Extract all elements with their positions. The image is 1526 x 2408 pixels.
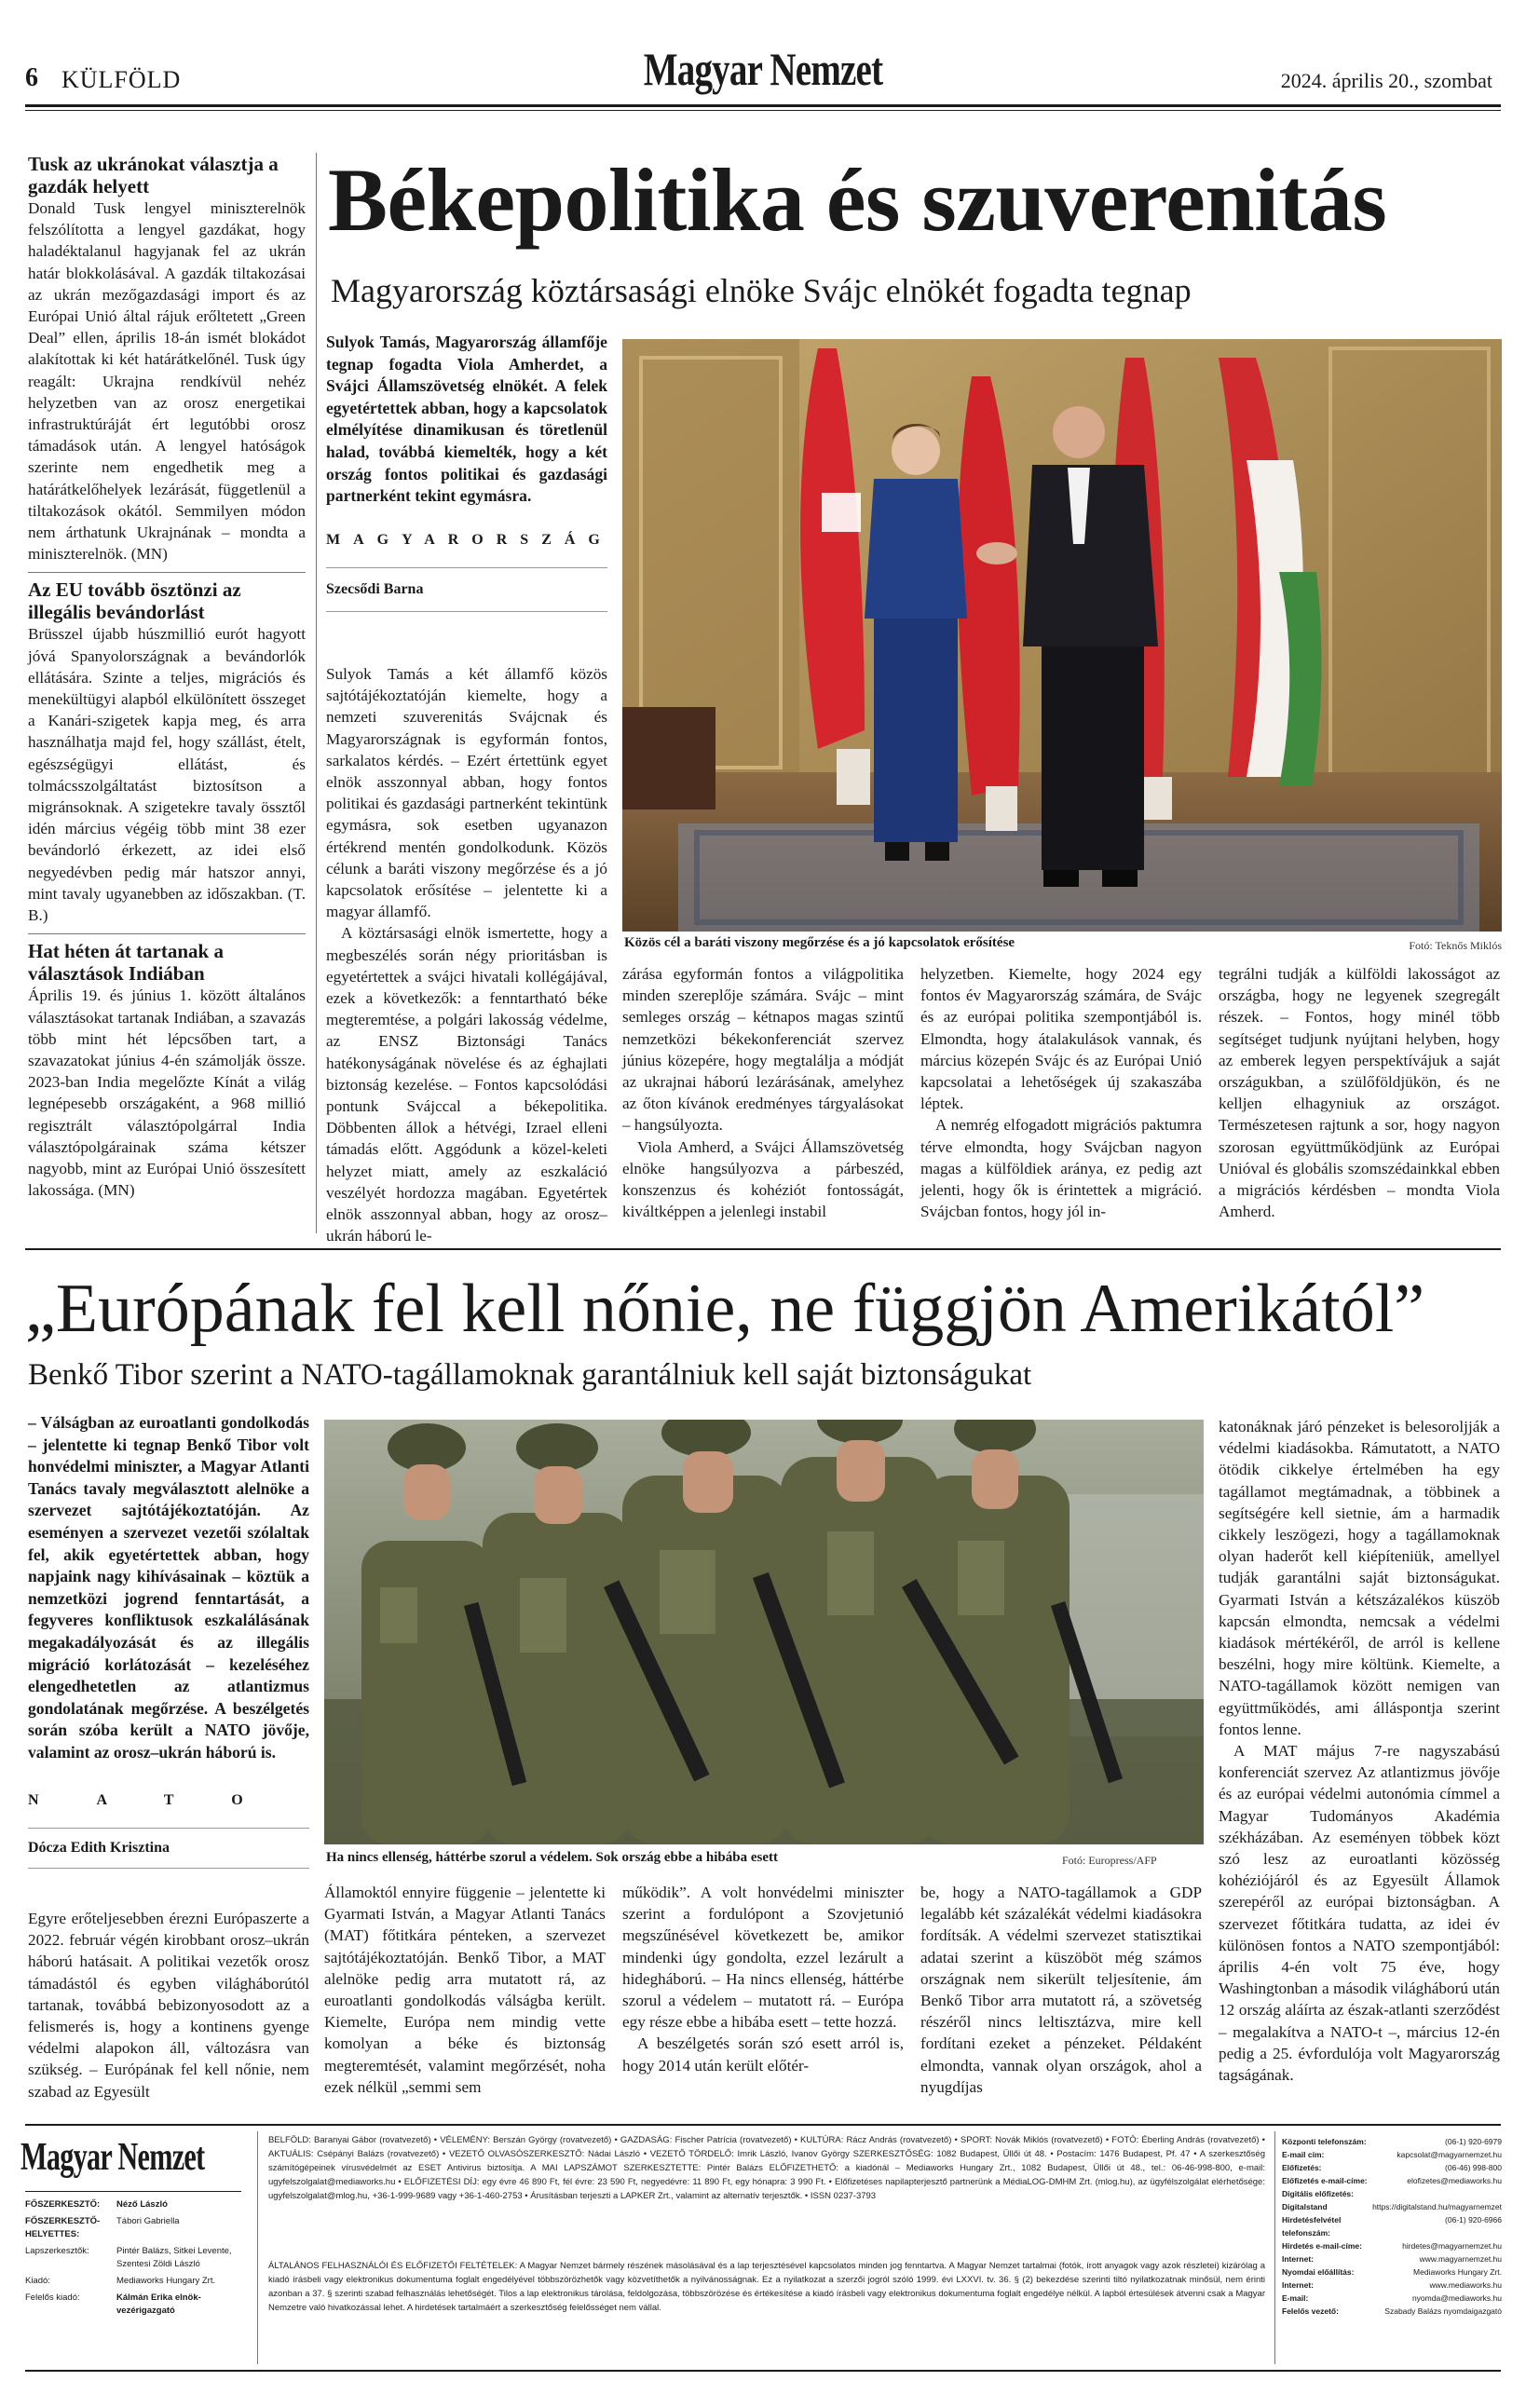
brief-body: Brüsszel újabb húszmillió eurót hagyott jóvá Spanyolországnak a bevándorlók ellátására. Szinte a teljes, migrációs és menekültügyi alapból elkülönített összeget a Kanári-szigetek kapja meg, és arra használhatja majd fel, hogy szállást, ételt, egészségügyi ellátást, és tolmácsszolgáltatást biztosítson a migránsoknak. A szigetekre tavaly össztől idén március végéig több mint 38 ezer bevándorló érkezett, az idei első negyedévben pedig már hatszor annyi, mint tavaly ugyanebben az időszakban. (T. B.) [28,625,306,925]
header-rule-thin [25,110,1501,111]
article2-subhead: Benkő Tibor szerint a NATO-tagállamoknak garantálniuk kell saját biztonságukat [28,1358,1032,1392]
article1-byline: Szecsődi Barna [326,580,424,597]
contact-label: Internet: [1282,2254,1314,2264]
article2-lead: – Válságban az euroatlanti gondolkodás – jelentette ki tegnap Benkő Tibor volt honvédelmi miniszter, a Magyar Atlanti Tanács tavaly megválasztott alelnöke a szervezet sajtótájékoztatóján. Az eseményen a szervezet vezetői szólaltak fel, akik egyetértettek abban, hogy napjaink nagy kihívásainak – köztük a nemzetközi jogrend fenntartását, a fegyveres konfliktusok eszkalálásának megakadályozását és az illegális migráció korlátozását – kezeléséhez elengedhetetlen az atlantizmus gondolatának megőrzése. A beszélgetés során szóba került a NATO jövője, valamint az orosz–ukrán háború is. [28,1413,309,1762]
contact-label: Nyomdai előállítás: [1282,2267,1355,2277]
contact-label: E-mail cím: [1282,2150,1325,2159]
article1-photo [622,339,1502,932]
footer-rule [25,2124,1501,2126]
footer-divider [257,2131,258,2364]
article1-caption: Közös cél a baráti viszony megőrzése és a jó kapcsolatok erősítése [624,935,1015,950]
footer-contacts [1282,2135,1502,2318]
contact-label: Digitális előfizetés: [1282,2189,1354,2198]
article2-col3 [622,1882,904,2076]
contact-label: Felelős vezető: [1282,2306,1339,2316]
article2-col4 [920,1882,1202,2098]
article1-col2 [622,963,904,1222]
presidents-handshake-image [622,339,1502,932]
contact-value: (06-1) 920-6979 [1445,2137,1502,2146]
paragraph: A MAT május 7-re nagyszabású konferenciát szervez Az atlantizmus jövője és az európai védelmi autonómia címmel a Magyar Tudományos Akadémia székházában. Az eseményen többek közt szó lesz az euroatlanti közösség kohéziójáról és az Egyesült Államok szerepéről az európai biztonságban. A szervezet főtitkára tudatta, az idei év különösen fontos a NATO szempontjából: április 4-én volt 75 éve, hogy Washingtonban a második világháború után 12 ország aláírta az észak-atlanti szerződést – megalakítva a NATO-t –, március 12-én pedig a 25. évfordulója volt Magyarország tagságának. [1219,1742,1500,2085]
article1-photo-credit: Fotó: Teknős Miklós [1409,939,1502,952]
brief-body: Április 19. és június 1. között általános választásokat tartanak Indiában, a szavazás több mint hét lépcsőben tart, a szavazatokat június 4-én számolják össze. 2023-ban India megelőzte Kínát a világ legnépesebb országaként, a 968 millió regisztrált választópolgárral India választópolgárainak száma kétszer nagyobb, mint az Európai Unió összesített lakossága. (MN) [28,986,306,1200]
contact-label: Központi telefonszám: [1282,2137,1367,2146]
paragraph: tegrálni tudják a külföldi lakosságot az országba, hogy ne legyenek szegregált részek. – Fontos, hogy minél több segítséget tudjunk nyújtani helyben, hogy az emberek legyen perspektívájuk a saját országukban, a szülőföldjükön, és ne kelljen elhagyniuk az országot. Természetesen rajtunk a sor, hogy nagyon szorosan együttműködjünk az Európai Unióval és globális szomszédainkkal ebben a migrációs kérdésben – mondta Viola Amherd. [1219,965,1500,1221]
article1-headline: Békepolitika és szuverenitás [328,150,1387,250]
masthead: Magyar Nemzet [643,43,883,95]
article2-byline: Dócza Edith Krisztina [28,1839,170,1856]
contact-value: https://digitalstand.hu/magyarnemzet [1372,2202,1502,2211]
section-name: KÜLFÖLD [61,66,182,93]
paragraph: A nemrég elfogadott migrációs paktumra térve elmondta, hogy Svájcban nagyon magas a külföldiek aránya, ez pedig azt jelenti, hogy ők is érintettek a migráció. Svájcban fontos, hogy jól in- [920,1116,1202,1221]
paragraph: A beszélgetés során szó esett arról is, hogy 2014 után került előtér- [622,2034,904,2075]
paragraph: Sulyok Tamás a két államfő közös sajtótájékoztatóján kiemelte, hogy a nemzeti szuverenitás Svájcnak és Magyarországnak is egyformán fontos, sarkalatos kérdés. – Ezért értettünk egyet elnök asszonnyal abban, hogy fontos politikai és gazdasági partnerként tekintünk egymásra, sok esetben ugyanazon értékrend mentén gondolkodunk. Közös célunk a baráti viszony megőrzése és a jó kapcsolatok erősítése – jelentette ki a magyar államfő. [326,665,607,921]
staff-role: FŐSZERKESZTŐ: [25,2199,101,2210]
section-divider [25,1248,1501,1250]
briefs-column [28,153,306,1201]
article1-col1 [326,663,607,1246]
article1-col4 [1219,963,1500,1222]
footer-bottom-rule [25,2370,1501,2372]
paragraph: Viola Amherd, a Svájci Államszövetség elnöke hangsúlyozva a párbeszéd, konszenzus és kohéziót fontosságát, kiváltképpen a jelenlegi instabil [622,1137,904,1221]
paragraph: zárása egyformán fontos a világpolitika minden szereplője számára. Svájc – mint semleges ország – kétnapos magas szintű nemzetközi békekonferenciát szervez június közepére, hogy megtalálja a módját az ukrajnai háború lezárásának, amelyhez az őton kívánok eredményes tárgyalásokat – hangsúlyozta. [622,965,904,1135]
footer-terms: ÁLTALÁNOS FELHASZNÁLÓI ÉS ELŐFIZETŐI FELTÉTELEK: A Magyar Nemzet bármely részének másolásával és a lap terjesztésével kapcsolatos minden jog fenntartva. A Magyar Nemzet tartalmai (fotók, írott anyagok vagy azok részletei) kizárólag a kiadó írásbeli vagy elektronikus dokumentuma foglalt engedélyével többszörözhetők vagy közvetíthetők a nyilvánosságnak. Ez a nyilatkozat a szerzői jogról szóló 1999. évi LXXVI. tv. 36. § (2) bekezdése szerinti tiltó nyilatkozatnak minősül, nem érinti azonban a 37. § szerinti szabad felhasználás lehetőségét. Tilos a lap elektronikus tárolása, feldolgozása, többszörözése és értékesítése a kiadó írásbeli vagy elektronikus dokumentuma foglalt engedélye nélkül. A lapból értesülések átvenni csak a Magyar Nemzetre való hivatkozással lehet. A hirdetések tartalmáért a szerkesztőség felelősséget nem vállal. [268,2261,1265,2313]
contact-value: Mediaworks Hungary Zrt. [1413,2267,1502,2277]
paragraph: katonáknak járó pénzeket is belesoroljják a védelmi kiadásokba. Rámutatott, a NATO ötödik cikkelye értelmében ha egy tagállamot megtámadnak, a többinek a segítségére kell sietnie, ám a harmadik cikkely leszögezi, hogy a tagállamoknak olyan haderőt kell kiépíteniük, amellyel tudják garantálni saját biztonságukat. Gyarmati István a kétszázalékos küszöb kapcsán elmondta, nemcsak a védelmi kiadások mértékéről, de arról is kellene beszélni, hogy mire költünk. Kiemelte, a NATO-tagállamok között nemigen van együttműködés, ami álláspontja szerint fontos lenne. [1219,1418,1500,1738]
article2-photo [324,1420,1204,1844]
contact-value: elofizetes@mediaworks.hu [1407,2176,1502,2185]
paragraph: A köztársasági elnök ismertette, hogy a megbeszélés során négy prioritásban is egyetértettek a svájci hivatali kollégájával, ezek a következők: a fenntartható béke megteremtése, a polgári lakosság védelme, az ENSZ Biztonsági Tanács hatékonyságának növelése és az éghajlati biztonság kezelése. – Fontos kapcsolódási pontunk Svájccal a békepolitika. Döbbenten állok a hétvégi, Izrael elleni támadás előtt. Aggódunk a közel-keleti helyzet miatt, amely az eszkaláció veszélyét hordozza magában. Egyetértek elnök asszonnyal abban, hogy az orosz–ukrán háború le- [326,924,607,1245]
article1-lead-block [326,332,613,625]
contact-value: Szabady Balázs nyomdaigazgató [1384,2306,1502,2316]
issue-date: 2024. április 20., szombat [1280,69,1492,92]
staff-role: FŐSZERKESZTŐ-HELYETTES: [25,2216,101,2239]
contact-value: (06-1) 920-6966 [1445,2215,1502,2224]
footer-logo-rule [25,2191,241,2192]
brief-title: Az EU tovább ösztönzi az illegális bevándorlást [28,578,241,624]
contact-value: hirdetes@magyarnemzet.hu [1402,2241,1502,2251]
contact-label: Internet: [1282,2280,1314,2290]
contact-label: Hirdetésfelvétel telefonszám: [1282,2215,1342,2238]
footer-logo: Magyar Nemzet [20,2136,205,2179]
article2-photo-credit: Fotó: Europress/AFP [1062,1854,1157,1867]
staff-name: Mediaworks Hungary Zrt. [116,2276,216,2286]
footer-divider [1274,2131,1275,2364]
article1-subhead: Magyarország köztársasági elnöke Svájc elnökét fogadta tegnap [331,272,1192,309]
header-rule [25,104,1501,107]
staff-name: Kálmán Erika elnök-vezérigazgató [116,2292,201,2316]
brief-body: Donald Tusk lengyel miniszterelnök felszólította a lengyel gazdákat, hogy haladéktalanul hagyjanak fel az ukrán határ blokkolásával. A gazdák tiltakozásai az ukrán mezőgazdasági import és az Európai Unió által rájuk erőltetett „Green Deal” ellen, április 18-án ismét blokádot alakítottak ki két határátkelőnél. Tusk úgy reagált: Ukrajna rendkívül nehéz helyzetben van az orosz energetikai infrastruktúráját ért legutóbbi orosz támadások után. A lengyel hatóságok szerinte nem engedhetik meg a határátkelőhelyek lezárását, függetlenül a tiltakozások okától. Semmilyen módon nem árthatunk Ukrajnának – mondta a miniszterelnök. (MN) [28,199,306,564]
article1-col3 [920,963,1202,1222]
contact-value: (06-46) 998-800 [1445,2163,1502,2172]
footer-staff [25,2198,249,2318]
article2-lead-block [28,1412,309,1882]
paragraph: Államoktól ennyire függenie – jelentette ki Gyarmati István, a Magyar Atlanti Tanács (MAT) főtitkára pénteken, a szervezet sajtótájékoztatóján. Benkő Tibor, a MAT alelnöke pedig arra mutatott rá, az euroatlanti gondolkodás válságba került. Kiemelte, Európa nem mindig vette komolyan a béke és biztonság megteremtését, valamint megőrzését, noha ezek nélkül „semmi sem [324,1884,606,2096]
article2-col2 [324,1882,606,2098]
contact-label: Előfizetés e-mail-címe: [1282,2176,1368,2185]
paragraph: működik”. A volt honvédelmi miniszter szerint a fordulópont a Szovjetunió megszűnésével következett be, amikor mindenki úgy gondolta, ezzel lezárult a hidegháború. – Ha nincs ellenség, háttérbe szorul a védelem – mutatott rá. – Európa egy része ebbe a hibába esett – tette hozzá. [622,1884,904,2032]
article2-kicker: NATO [28,1791,301,1808]
article2-headline: „Európának fel kell nőnie, ne függjön Amerikától” [25,1271,1425,1347]
article1-kicker: MAGYARORSZÁG [326,531,613,548]
article2-col5 [1219,1416,1500,2086]
article1-lead: Sulyok Tamás, Magyarország államfője tegnap fogadta Viola Amherdet, a Svájci Államszövetség elnökét. A felek egyetértettek abban, hogy a kapcsolatok elmélyítése dinamikusan és töretlenül halad, továbbá kiemelték, hogy a két ország fontos politikai és gazdasági partnerként tekint egymásra. [326,333,607,506]
contact-value: kapcsolat@magyarnemzet.hu [1397,2150,1502,2159]
article2-caption: Ha nincs ellenség, háttérbe szorul a védelem. Sok ország ebbe a hibába esett [326,1850,778,1865]
page-number: 6 [25,63,38,92]
article2-col1 [28,1908,309,2102]
contact-label: E-mail: [1282,2293,1309,2303]
staff-name: Pintér Balázs, Sitkei Levente, Szentesi Zöldi László [116,2246,232,2269]
contact-label: Előfizetés: [1282,2163,1322,2172]
brief-title: Hat héten át tartanak a választások Indiában [28,940,224,986]
column-divider [316,153,317,1233]
staff-role: Kiadó: [25,2276,50,2286]
footer-impressum: BELFÖLD: Baranyai Gábor (rovatvezető) • VÉLEMÉNY: Berszán György (rovatvezető) • GAZDASÁG: Fischer Patrícia (rovatvezető) • KULTÚRA: Rácz András (rovatvezető) • SPORT: Novák Miklós (rovatvezető) • FOTÓ: Éberling András (rovatvezető) • AKTUÁLIS: Csépányi Balázs (rovatvezető) • VEZETŐ OLVASÓSZERKESZTŐ: Nádai László • VEZETŐ TÖRDELŐ: Imrik László, Ivanov György SZERKESZTŐSÉG: 1082 Budapest, Üllői út 48. • Postacím: 1476 Budapest, Pf. 47 • A szerkesztőség számítógépeinek vírusvédelmét az ESET Antivirus biztosítja. A MAI LAPSZÁMOT SZERKESZTETTE: Pintér Balázs ELŐFIZETHETŐ: a kiadónál – Mediaworks Hungary Zrt., 1082 Budapest, Üllői út 48., tel.: 06-46-998-800, e-mail: ugyfelszolgalat@mediaworks.hu • ELŐFIZETÉSI DÍJ: egy évre 46 890 Ft, fél évre: 23 590 Ft, negyedévre: 11 890 Ft, egy hónapra: 3 990 Ft. • Előfizetéses napilapterjesztő partnerünk a MédiaLOG-DMHM Zrt. (mlog.hu), az ügyfélszolgálat elérhetősége: ugyfelszolgalat@mlog.hu, +36-1-999-9689 vagy +36-1-460-2753 • Árusításban terjeszti a LAPKER Zrt., valamint az alternatív terjesztők. • ISSN 0237-3793 [268,2135,1265,2201]
staff-role: Felelős kiadó: [25,2292,80,2303]
contact-label: Hirdetés e-mail-címe: [1282,2241,1362,2251]
soldiers-image [324,1420,1204,1844]
contact-value [1372,2187,1502,2200]
paragraph: helyzetben. Kiemelte, hogy 2024 egy fontos év Magyarország számára, de Svájc és az európai politika szempontjából is. Elmondta, hogy átalakulások vannak, és március közepén Svájc és az Európai Unió kapcsolatai a lehetőségek új szakaszába léptek. [920,965,1202,1113]
contact-value: nyomda@mediaworks.hu [1411,2293,1502,2303]
brief-title: Tusk az ukránokat választja a gazdák helyett [28,153,279,197]
paragraph: be, hogy a NATO-tagállamok a GDP legalább két százalékát védelmi kiadásokra fordítsák. A védelmi szervezet statisztikai adatai szerint a küszöböt még számos országnak nem sikerült teljesítenie, ám Benkő Tibor arra mutatott rá, a szövetség részéről nincs leltisztázva, mire kell fordítani ezeket a pénzeket. Példaként elmondta, vannak olyan országok, ahol a nyugdíjas [920,1884,1202,2096]
staff-role: Lapszerkesztők: [25,2246,89,2256]
contact-value: www.mediaworks.hu [1429,2280,1502,2290]
contact-value: www.magyarnemzet.hu [1419,2254,1502,2264]
paragraph: Egyre erőteljesebben érezni Európaszerte a 2022. február végén kirobbant orosz–ukrán háború hatásait. A politikai vezetők orosz támadástól és egyben világháborútól tartanak, továbbá bebizonyosodott az a felismerés is, hogy a kontinens gyenge védelmi alapokon áll, változásra van szükség. – Európának fel kell nőnie, nem szabad az Egyesült [28,1910,309,2101]
contact-label: Digitalstand [1282,2202,1328,2211]
staff-name: Néző László [116,2199,168,2210]
staff-name: Tábori Gabriella [116,2216,180,2226]
